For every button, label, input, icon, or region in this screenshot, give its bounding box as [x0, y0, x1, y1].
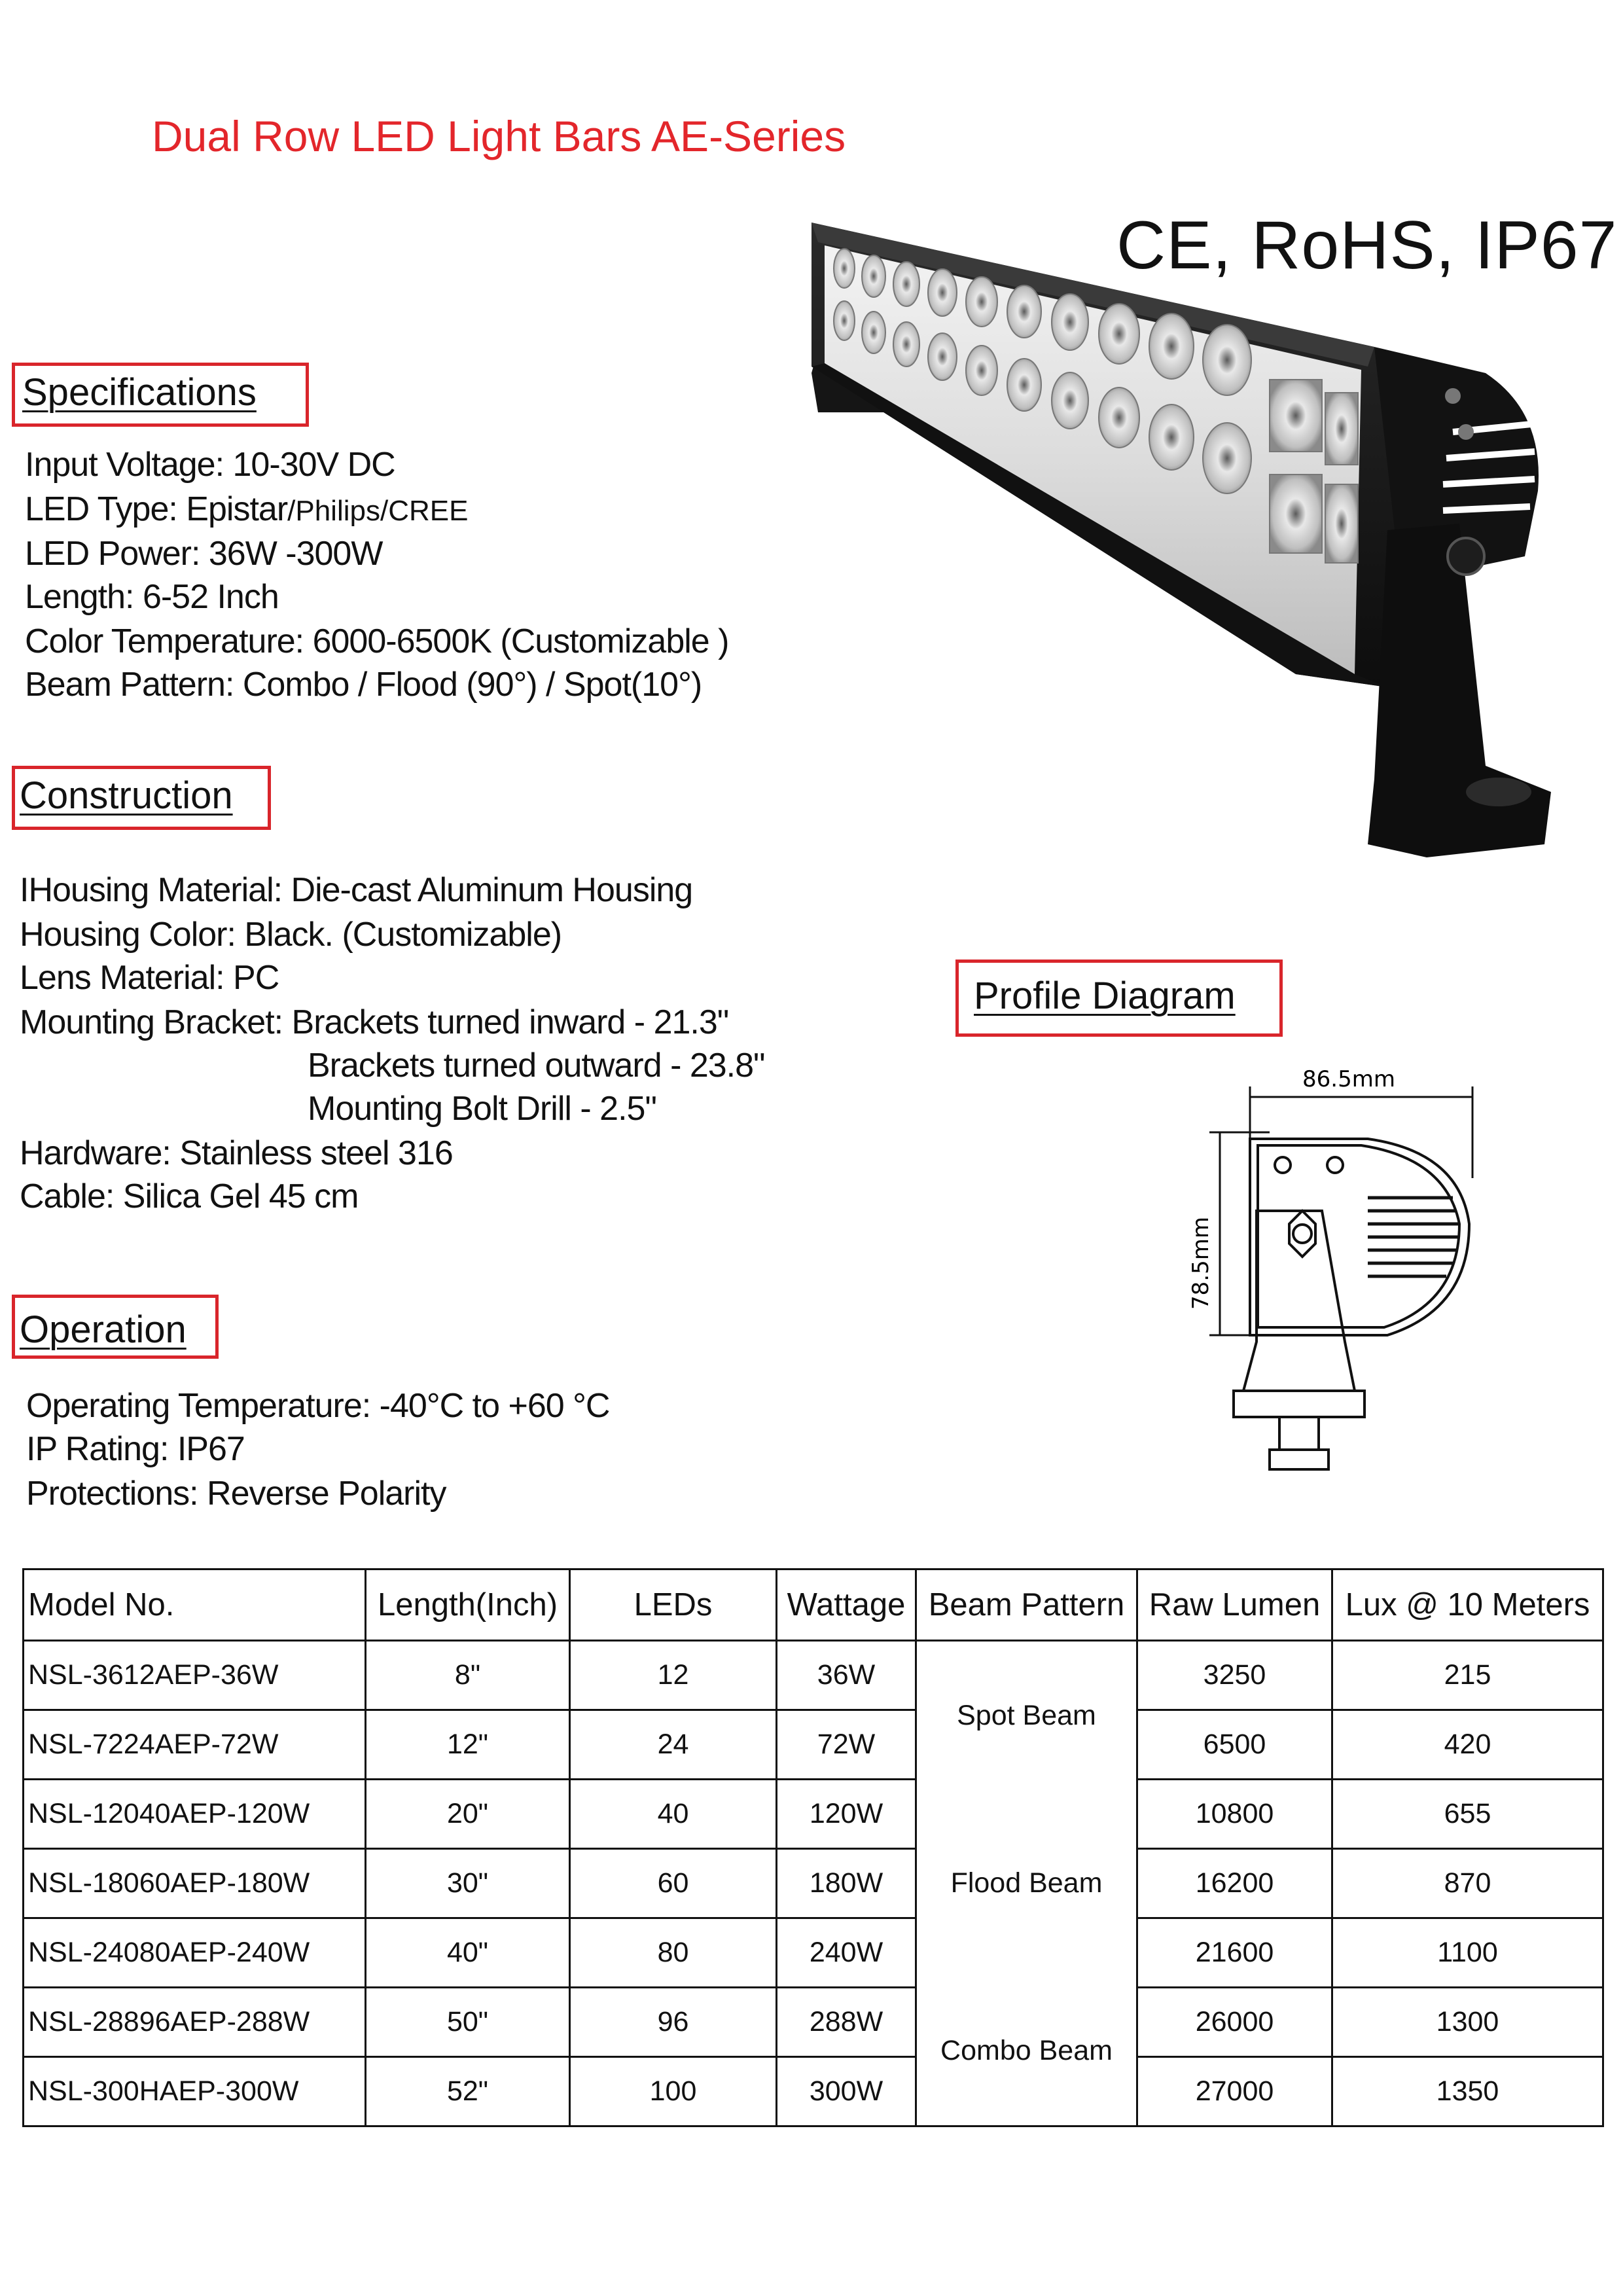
- operation-line: Protections: Reverse Polarity: [26, 1475, 446, 1513]
- beam-combo: Combo Beam: [940, 2035, 1113, 2067]
- beam-spot: Spot Beam: [957, 1699, 1096, 1731]
- spec-line: Input Voltage: 10-30V DC: [25, 446, 395, 484]
- certifications: CE, RoHS, IP67: [1116, 207, 1618, 283]
- cell-leds: 40: [570, 1780, 777, 1849]
- cell-lux: 1100: [1332, 1918, 1603, 1988]
- table-row: [24, 1918, 1603, 1988]
- construction-line: IHousing Material: Die-cast Aluminum Housing: [20, 871, 693, 909]
- cell-lux: 655: [1332, 1780, 1603, 1849]
- spec-line: Color Temperature: 6000-6500K (Customizable ): [25, 622, 729, 660]
- cell-lumen: 10800: [1137, 1780, 1332, 1849]
- cell-wattage: 300W: [777, 2057, 916, 2126]
- cell-length: 52": [366, 2057, 570, 2126]
- cell-model: NSL-12040AEP-120W: [24, 1780, 366, 1849]
- table-row: [24, 1641, 1603, 1710]
- cell-model: NSL-7224AEP-72W: [24, 1710, 366, 1780]
- led-light-bar-photo: [798, 216, 1571, 864]
- profile-diagram: [1171, 1060, 1499, 1492]
- construction-line: Cable: Silica Gel 45 cm: [20, 1177, 359, 1215]
- header-beam-pattern: Beam Pattern: [916, 1570, 1137, 1641]
- cell-model: NSL-24080AEP-240W: [24, 1918, 366, 1988]
- header-raw-lumen: Raw Lumen: [1137, 1570, 1332, 1641]
- cell-length: 20": [366, 1780, 570, 1849]
- cell-length: 12": [366, 1710, 570, 1780]
- cell-leds: 12: [570, 1641, 777, 1710]
- specifications-heading: Specifications: [22, 371, 257, 414]
- cell-wattage: 36W: [777, 1641, 916, 1710]
- header-lux: Lux @ 10 Meters: [1332, 1570, 1603, 1641]
- header-wattage: Wattage: [777, 1570, 916, 1641]
- construction-heading: Construction: [20, 774, 233, 817]
- cell-length: 50": [366, 1988, 570, 2057]
- table-header-row: [24, 1570, 1603, 1641]
- cell-length: 40": [366, 1918, 570, 1988]
- construction-line: Housing Color: Black. (Customizable): [20, 916, 562, 954]
- construction-line: Lens Material: PC: [20, 959, 279, 997]
- cell-leds: 100: [570, 2057, 777, 2126]
- cell-leds: 96: [570, 1988, 777, 2057]
- header-length: Length(Inch): [366, 1570, 570, 1641]
- cell-length: 30": [366, 1849, 570, 1918]
- cell-lux: 420: [1332, 1710, 1603, 1780]
- construction-line: Mounting Bracket: Brackets turned inward - 21.3": [20, 1003, 729, 1041]
- construction-line: Mounting Bolt Drill - 2.5": [308, 1090, 656, 1128]
- spec-line: Length: 6-52 Inch: [25, 578, 279, 616]
- cell-model: NSL-18060AEP-180W: [24, 1849, 366, 1918]
- width-dimension-label: 86.5mm: [1302, 1066, 1395, 1092]
- cell-leds: 80: [570, 1918, 777, 1988]
- cell-lux: 870: [1332, 1849, 1603, 1918]
- cell-wattage: 288W: [777, 1988, 916, 2057]
- header-model: Model No.: [24, 1570, 366, 1641]
- cell-lumen: 6500: [1137, 1710, 1332, 1780]
- profile-heading: Profile Diagram: [974, 975, 1236, 1017]
- table-row: [24, 1710, 1603, 1780]
- operation-line: Operating Temperature: -40°C to +60 °C: [26, 1387, 610, 1425]
- cell-leds: 60: [570, 1849, 777, 1918]
- cell-lux: 1350: [1332, 2057, 1603, 2126]
- beam-flood: Flood Beam: [950, 1867, 1103, 1899]
- cell-lumen: 27000: [1137, 2057, 1332, 2126]
- table-row: [24, 1780, 1603, 1849]
- header-leds: LEDs: [570, 1570, 777, 1641]
- cell-wattage: 180W: [777, 1849, 916, 1918]
- construction-line: Hardware: Stainless steel 316: [20, 1134, 453, 1172]
- table-row: [24, 1988, 1603, 2057]
- cell-lumen: 16200: [1137, 1849, 1332, 1918]
- cell-wattage: 240W: [777, 1918, 916, 1988]
- cell-lumen: 21600: [1137, 1918, 1332, 1988]
- cell-model: NSL-300HAEP-300W: [24, 2057, 366, 2126]
- led-type-suffix: /Philips/CREE: [287, 495, 469, 527]
- cell-beam-pattern: [916, 1641, 1137, 2126]
- cell-lumen: 26000: [1137, 1988, 1332, 2057]
- spec-line: [25, 490, 468, 529]
- construction-line: Brackets turned outward - 23.8": [308, 1047, 765, 1085]
- led-type-text: LED Type: Epistar: [25, 490, 288, 528]
- cell-model: NSL-28896AEP-288W: [24, 1988, 366, 2057]
- spec-line: LED Power: 36W -300W: [25, 535, 383, 573]
- product-spec-table: [22, 1568, 1604, 2127]
- operation-heading: Operation: [20, 1308, 187, 1351]
- cell-lux: 215: [1332, 1641, 1603, 1710]
- document-title: Dual Row LED Light Bars AE-Series: [152, 112, 846, 160]
- operation-line: IP Rating: IP67: [26, 1430, 245, 1468]
- cell-length: 8": [366, 1641, 570, 1710]
- cell-model: NSL-3612AEP-36W: [24, 1641, 366, 1710]
- table-row: [24, 1849, 1603, 1918]
- spec-line: Beam Pattern: Combo / Flood (90°) / Spot(10°): [25, 666, 702, 704]
- cell-wattage: 120W: [777, 1780, 916, 1849]
- cell-lumen: 3250: [1137, 1641, 1332, 1710]
- table-row: [24, 2057, 1603, 2126]
- height-dimension-label: 78.5mm: [1188, 1217, 1214, 1310]
- cell-wattage: 72W: [777, 1710, 916, 1780]
- cell-leds: 24: [570, 1710, 777, 1780]
- cell-lux: 1300: [1332, 1988, 1603, 2057]
